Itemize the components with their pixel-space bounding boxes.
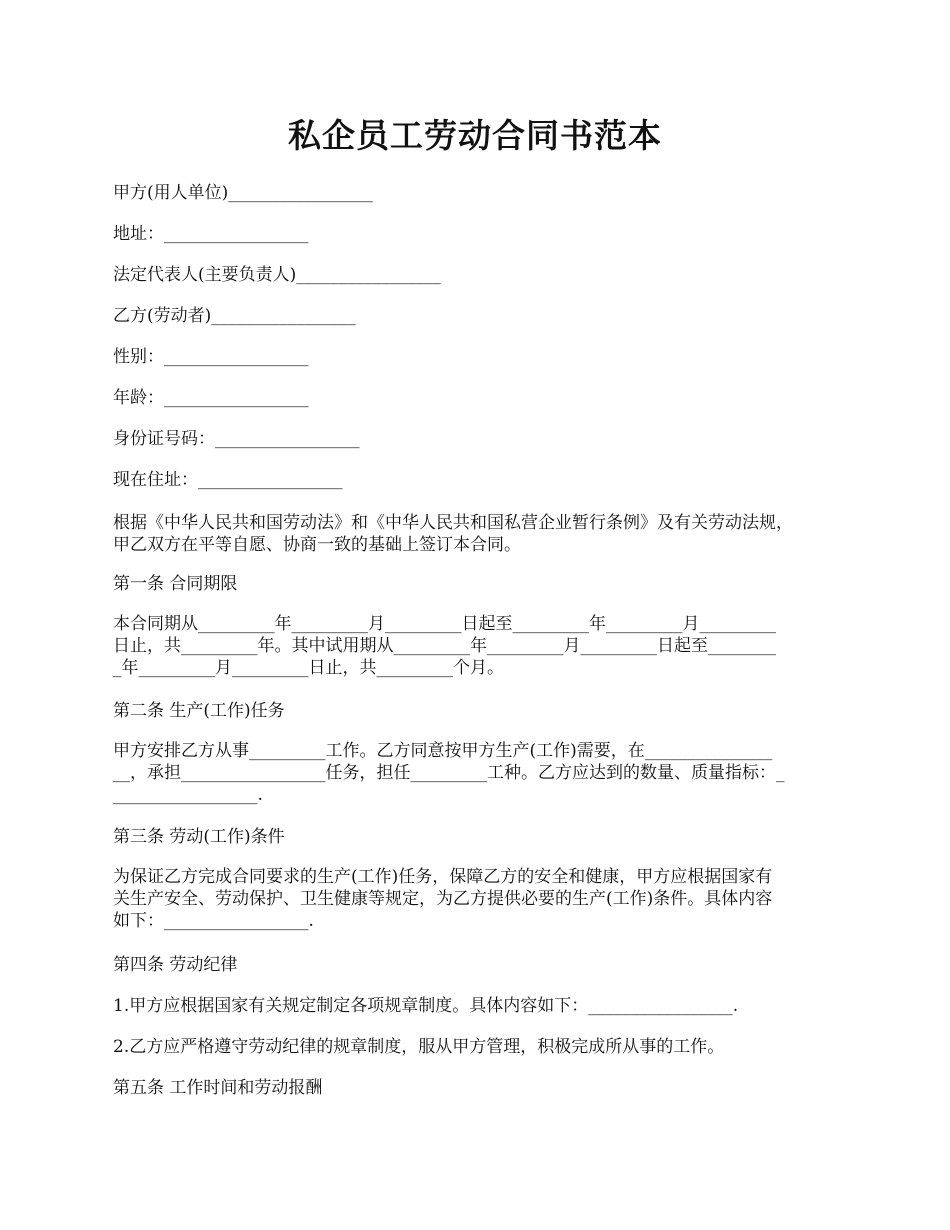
article3-body: 为保证乙方完成合同要求的生产(工作)任务，保障乙方的安全和健康，甲方应根据国家有 关生产安全、劳动保护、卫生健康等规定，为乙方提供必要的生产(工作)条件。具体内容 如下：_________________.: [113, 867, 773, 931]
age-field: 年龄：_________________: [113, 388, 309, 408]
intro-paragraph: 根据《中华人民共和国劳动法》和《中华人民共和国私营企业暂行条例》及有关劳动法规， 甲乙双方在平等自愿、协商一致的基础上签订本合同。: [113, 513, 793, 555]
id-number-field: 身份证号码：_________________: [113, 429, 360, 449]
article3-heading: 第三条 劳动(工作)条件: [113, 827, 285, 847]
document-title: 私企员工劳动合同书范本: [288, 116, 662, 155]
article5-heading: 第五条 工作时间和劳动报酬: [113, 1078, 323, 1098]
party-a-field: 甲方(用人单位)_________________: [113, 183, 373, 203]
article1-heading: 第一条 合同期限: [113, 574, 238, 594]
article4-heading: 第四条 劳动纪律: [113, 955, 238, 975]
article1-body: 本合同期从_________年_________月_________日起至_________年_________月_________ 日止，共_________年。其中试用期从_________年_________月_________日起至________ _年_________月_________日止，共_________个月。: [113, 614, 776, 678]
gender-field: 性别：_________________: [113, 347, 309, 367]
current-address-field: 现在住址：_________________: [113, 470, 343, 490]
article2-heading: 第二条 生产(工作)任务: [113, 701, 285, 721]
party-b-field: 乙方(劳动者)_________________: [113, 306, 356, 326]
legal-representative-field: 法定代表人(主要负责人)_________________: [113, 265, 441, 285]
article4-item-2: 2.乙方应严格遵守劳动纪律的规章制度，服从甲方管理，积极完成所从事的工作。: [113, 1037, 725, 1057]
article4-item-1: 1.甲方应根据国家有关规定制定各项规章制度。具体内容如下：_________________.: [113, 996, 739, 1016]
address-field: 地址：_________________: [113, 224, 309, 244]
article2-body: 甲方安排乙方从事_________工作。乙方同意按甲方生产(工作)需要，在_______________ __，承担_________________任务，担任_________工种。乙方应达到的数量、质量指标：_ _________________.: [113, 741, 785, 805]
